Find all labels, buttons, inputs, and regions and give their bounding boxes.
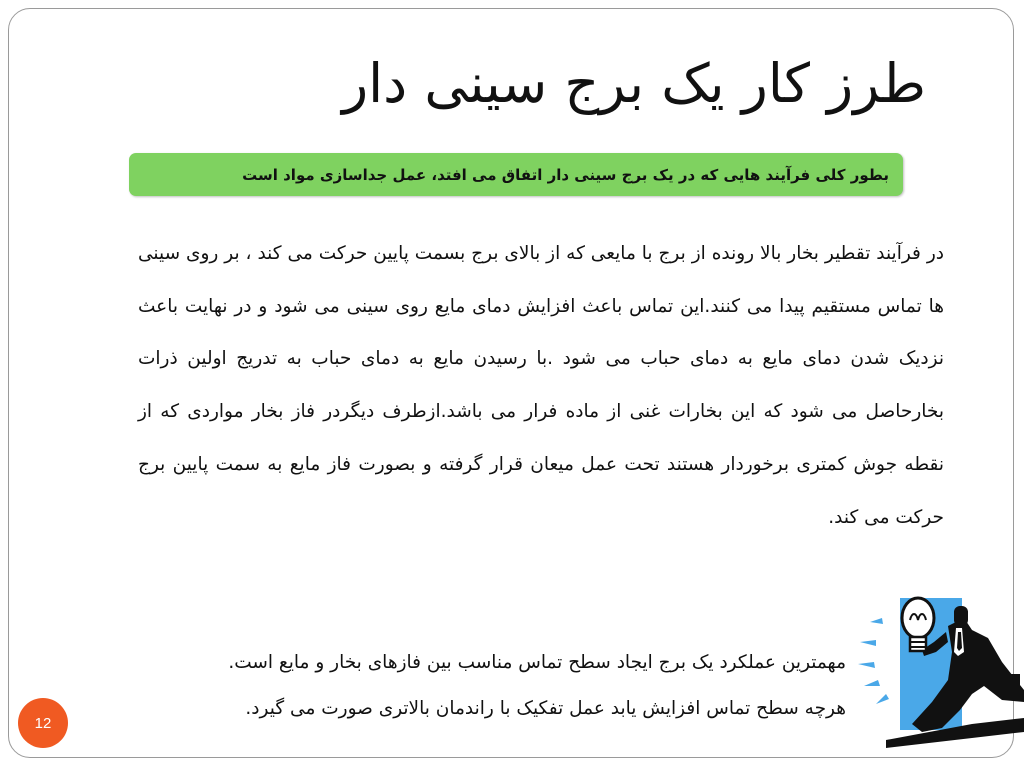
bottom-lines <box>60 640 846 732</box>
slide-title: طرز کار یک برج سینی دار <box>342 52 926 115</box>
bottom-line-1: مهمترین عملکرد یک برج ایجاد سطح تماس مناسب بین فازهای بخار و مایع است. <box>228 652 846 673</box>
summary-text: بطور کلی فرآیند هایی که در یک برج سینی دار اتفاق می افتد، عمل جداسازی مواد است <box>242 165 889 184</box>
page-number: 12 <box>34 714 52 732</box>
lightbulb-businessman-icon <box>852 582 1024 748</box>
body-paragraph: در فرآیند تقطیر بخار بالا رونده از برج با مایعی که از بالای برج بسمت پایین حرکت می کند ، بر روی سینی ها تماس مستقیم پیدا می کنند.این تماس باعث افزایش دمای مایع روی سینی می شود و در نهایت باعث نزدیک شدن دمای مایع به دمای حباب می شود .با رسیدن مایع به دمای حباب به تدریج اولین ذرات بخارحاصل می شود که این بخارات غنی از ماده فرار می باشد.ازطرف دیگردر فاز بخار مواردی که از نقطه جوش کمتری برخوردار هستند تحت عمل میعان قرار گرفته و بصورت فاز مایع به سمت پایین برج حرکت می کند. <box>138 243 944 528</box>
summary-box <box>129 153 903 196</box>
page-number-badge <box>18 698 68 748</box>
bottom-line-2: هرچه سطح تماس افزایش یابد عمل تفکیک با راندمان بالاتری صورت می گیرد. <box>245 698 846 719</box>
